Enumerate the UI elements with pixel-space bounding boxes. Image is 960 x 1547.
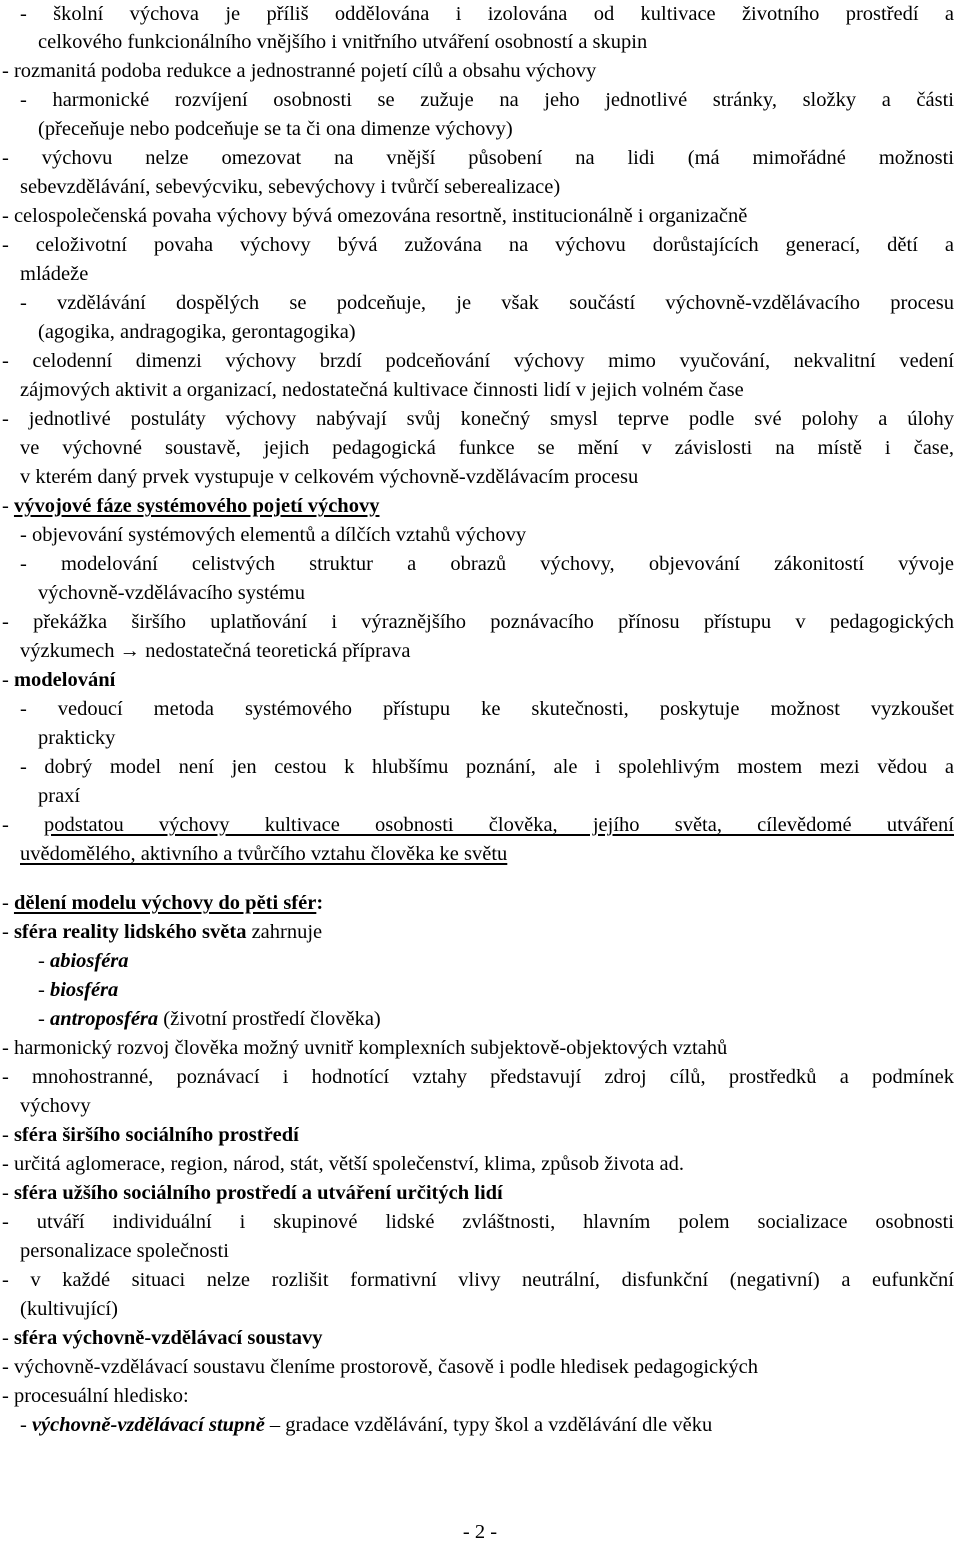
line-text: - jednotlivé postuláty výchovy nabývají svůj konečný smysl teprve podle své polohy a úlohy xyxy=(2,408,954,430)
text-line xyxy=(2,57,596,86)
line-text: - výchovu nelze omezovat na vnější působení na lidi (má mimořádné možnosti xyxy=(2,147,954,169)
text-line xyxy=(2,1121,299,1150)
emphasis-text: sféra reality lidského světa xyxy=(13,921,247,943)
line-text: - celospolečenská povaha výchovy bývá omezována resortně, institucionálně i organizačně xyxy=(2,205,748,227)
line-text: - xyxy=(2,1124,14,1146)
line-text: - dobrý model není jen cestou k hlubšímu poznání, ale i spolehlivým mostem mezi vědou a xyxy=(20,756,954,778)
line-text: výzkumech → nedostatečná teoretická příprava xyxy=(20,640,411,662)
text-line xyxy=(38,579,305,608)
page-number: - 2 - xyxy=(462,1521,498,1543)
text-line xyxy=(20,463,638,492)
line-text: – gradace vzdělávání, typy škol a vzdělávání dle věku xyxy=(264,1414,713,1436)
emphasis-text: antroposféra xyxy=(49,1008,159,1030)
emphasis-text: výchovně-vzdělávací stupně xyxy=(31,1414,265,1436)
line-text: - rozmanitá podoba redukce a jednostranné pojetí cílů a obsahu výchovy xyxy=(2,60,597,82)
line-text: praxí xyxy=(38,785,81,807)
line-text: - utváří individuální i skupinové lidské zvláštnosti, hlavním polem socializace osobnosti xyxy=(2,1211,954,1233)
line-text: - xyxy=(38,979,50,1001)
text-line xyxy=(2,347,954,376)
line-text: výchovy xyxy=(20,1095,91,1117)
text-line xyxy=(20,1411,712,1440)
line-text: (kultivující) xyxy=(20,1298,118,1320)
line-text: (životní prostředí člověka) xyxy=(158,1008,381,1030)
line-text: - xyxy=(2,921,14,943)
line-text: - xyxy=(2,1182,14,1204)
line-text: - výchovně-vzdělávací soustavu členíme prostorově, časově i podle hledisek pedagogických xyxy=(2,1356,758,1378)
text-line xyxy=(2,1353,758,1382)
emphasis-text: sféra užšího sociálního prostředí a utváření určitých lidí xyxy=(13,1182,503,1204)
line-text: (agogika, andragogika, gerontagogika) xyxy=(38,321,356,343)
text-line xyxy=(2,1324,323,1353)
text-line xyxy=(2,405,954,434)
line-text: - v každé situaci nelze rozlišit formativní vlivy neutrální, disfunkční (negativní) a eufunkční xyxy=(2,1269,954,1291)
text-line xyxy=(20,840,507,869)
line-text: - objevování systémových elementů a dílčích vztahů výchovy xyxy=(20,524,527,546)
line-text: v kterém daný prvek vystupuje v celkovém výchovně-vzdělávacím procesu xyxy=(20,466,639,488)
text-line xyxy=(20,1237,229,1266)
line-text: - xyxy=(2,495,14,517)
line-text: výchovně-vzdělávacího systému xyxy=(38,582,305,604)
text-line xyxy=(20,260,88,289)
emphasis-text: modelování xyxy=(13,669,116,691)
text-line xyxy=(20,753,954,782)
line-text: personalizace společnosti xyxy=(20,1240,229,1262)
emphasis-text: podstatou výchovy kultivace osobnosti člověka, jejího světa, cílevědomé utváření xyxy=(44,814,954,836)
emphasis-text: uvědomělého, aktivního a tvůrčího vztahu člověka ke světu xyxy=(20,843,508,865)
line-text: zahrnuje xyxy=(246,921,323,943)
emphasis-text: abiosféra xyxy=(49,950,129,972)
text-line xyxy=(20,1092,91,1121)
text-line xyxy=(2,608,954,637)
line-text: celkového funkcionálního vnějšího i vnitřního utváření osobností a skupin xyxy=(38,31,648,53)
text-line xyxy=(38,976,118,1005)
text-line xyxy=(20,0,954,29)
line-text: - překážka širšího uplatňování i výraznějšího poznávacího přínosu přístupu v pedagogických xyxy=(2,611,954,633)
line-text: zájmových aktivit a organizací, nedostatečná kultivace činnosti lidí v jejich volném čase xyxy=(20,379,744,401)
text-line xyxy=(2,1063,954,1092)
text-line xyxy=(2,811,954,840)
line-text: prakticky xyxy=(38,727,116,749)
text-line xyxy=(2,1179,503,1208)
emphasis-text: vývojové fáze systémového pojetí výchovy xyxy=(13,495,380,517)
text-line xyxy=(2,889,323,918)
line-text: - xyxy=(38,1008,50,1030)
line-text: - školní výchova je příliš oddělována i izolována od kultivace životního prostředí a xyxy=(20,3,954,25)
text-line xyxy=(2,144,954,173)
line-text: - xyxy=(2,814,45,836)
text-line xyxy=(2,1208,954,1237)
text-line xyxy=(20,289,954,318)
line-text: - xyxy=(2,1327,14,1349)
text-line xyxy=(20,173,560,202)
text-line xyxy=(20,637,410,666)
line-text: ve výchovné soustavě, jejich pedagogická funkce se mění v závislosti na místě i čase, xyxy=(20,437,954,459)
line-text: - harmonické rozvíjení osobnosti se zužuje na jeho jednotlivé stránky, složky a části xyxy=(20,89,954,111)
line-text: - harmonický rozvoj člověka možný uvnitř komplexních subjektově-objektových vztahů xyxy=(2,1037,728,1059)
emphasis-text: dělení modelu výchovy do pěti sfér xyxy=(13,892,317,914)
emphasis-text: biosféra xyxy=(49,979,119,1001)
line-text: - mnohostranné, poznávací i hodnotící vztahy představují zdroj cílů, prostředků a podmínek xyxy=(2,1066,954,1088)
text-line xyxy=(38,28,647,57)
text-line xyxy=(38,782,80,811)
emphasis-text: : xyxy=(316,892,324,914)
text-line xyxy=(20,550,954,579)
text-line xyxy=(20,376,744,405)
line-text: - celodenní dimenzi výchovy brzdí podceňování výchovy mimo vyučování, nekvalitní vedení xyxy=(2,350,954,372)
text-line xyxy=(2,1382,189,1411)
text-line xyxy=(2,1266,954,1295)
line-text: - procesuální hledisko: xyxy=(2,1385,189,1407)
text-line xyxy=(20,434,954,463)
line-text: - xyxy=(2,892,14,914)
text-line xyxy=(20,521,526,550)
text-line xyxy=(2,492,379,521)
line-text: - celoživotní povaha výchovy bývá zužována na výchovu dorůstajících generací, dětí a xyxy=(2,234,954,256)
text-line xyxy=(38,724,115,753)
text-line xyxy=(20,1295,118,1324)
text-line xyxy=(20,695,954,724)
line-text: (přeceňuje nebo podceňuje se ta či ona dimenze výchovy) xyxy=(38,118,513,140)
text-line xyxy=(38,318,356,347)
line-text: - xyxy=(20,1414,32,1436)
emphasis-text: sféra širšího sociálního prostředí xyxy=(13,1124,299,1146)
line-text: - vzdělávání dospělých se podceňuje, je však součástí výchovně-vzdělávacího procesu xyxy=(20,292,954,314)
line-text: - xyxy=(2,669,14,691)
line-text: - vedoucí metoda systémového přístupu ke skutečnosti, poskytuje možnost vyzkoušet xyxy=(20,698,954,720)
text-line xyxy=(2,1150,684,1179)
line-text: mládeže xyxy=(20,263,89,285)
text-line xyxy=(20,86,954,115)
line-text: - modelování celistvých struktur a obrazů výchovy, objevování zákonitostí vývoje xyxy=(20,553,954,575)
text-line xyxy=(2,918,322,947)
text-line xyxy=(2,202,747,231)
emphasis-text: sféra výchovně-vzdělávací soustavy xyxy=(13,1327,323,1349)
text-line xyxy=(38,1005,381,1034)
line-text: - xyxy=(38,950,50,972)
text-line xyxy=(38,947,129,976)
text-line xyxy=(2,666,115,695)
text-line xyxy=(2,1034,727,1063)
line-text: sebevzdělávání, sebevýcviku, sebevýchovy i tvůrčí seberealizace) xyxy=(20,176,561,198)
line-text: - určitá aglomerace, region, národ, stát, větší společenství, klima, způsob života ad. xyxy=(2,1153,684,1175)
text-line xyxy=(38,115,513,144)
text-line xyxy=(2,231,954,260)
